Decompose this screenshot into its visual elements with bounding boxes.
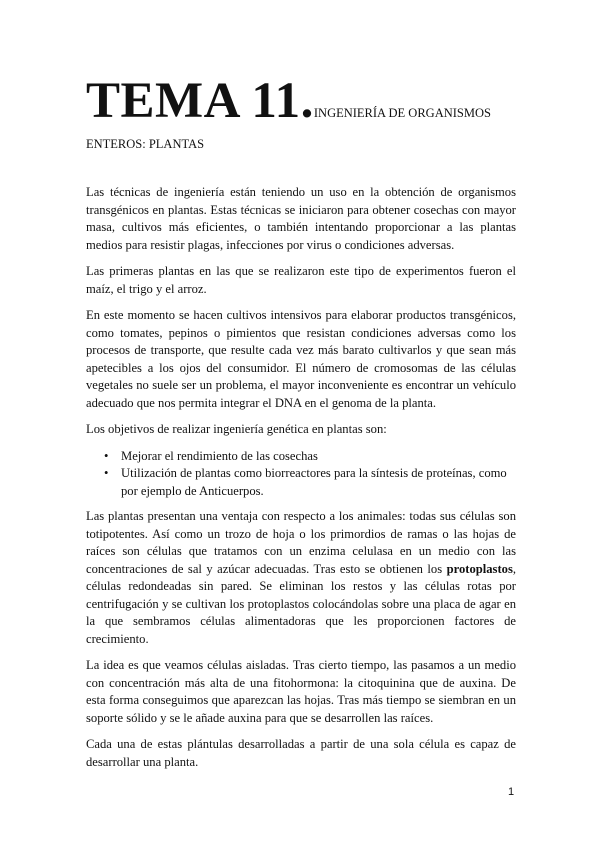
paragraph-plantlets: Cada una de estas plántulas desarrolladas a partir de una sola célula es capaz de desarrollar una planta. — [86, 737, 516, 769]
bullet-icon: • — [104, 466, 109, 480]
protoplasts-text-after: , células redondeadas sin pared. Se eliminan los restos y las células rotas por centrifugación y se cultivan los protoplastos colocándolas sobre una placa de agar en la que sembramos células alimentadoras que les proporcionen factores de crecimiento. — [86, 561, 516, 646]
chapter-title-suffix: INGENIERÍA DE ORGANISMOS — [313, 106, 491, 120]
paragraph-intro: Las técnicas de ingeniería están teniendo un uso en la obtención de organismos transgénicos en plantas. Estas técnicas se iniciaron para obtener cosechas con mayor masa, cultivos más eficientes, o también intentando proporcionar a las plantas medios para resistir plagas, infecciones por virus o condiciones adversas. — [86, 185, 516, 252]
paragraph-hormones: La idea es que veamos células aisladas. Tras cierto tiempo, las pasamos a un medio con concentración más alta de una fitohormona: la citoquinina que de auxina. De esta forma conseguimos que aparezcan las hojas. Tras más tiempo se siembran en un soporte sólido y se le añade auxina para que se desarrollen las raíces. — [86, 658, 516, 725]
list-item — [86, 465, 516, 500]
paragraph-first-plants: Las primeras plantas en las que se realizaron este tipo de experimentos fueron el maíz, el trigo y el arroz. — [86, 264, 516, 296]
chapter-title: TEMA 11. — [86, 73, 314, 129]
list-item — [86, 448, 516, 466]
document-body — [86, 184, 516, 780]
title-line — [86, 72, 491, 130]
paragraph-objectives: Los objetivos de realizar ingeniería genética en plantas son: — [86, 422, 387, 436]
list-item-text: Utilización de plantas como biorreactores para la síntesis de proteínas, como por ejemplo de Anticuerpos. — [121, 466, 507, 498]
page-number: 1 — [508, 786, 515, 798]
chapter-subtitle: ENTEROS: PLANTAS — [86, 137, 205, 151]
protoplasts-text-before: Las plantas presentan una ventaja con respecto a los animales: todas sus células son totipotentes. Así como un trozo de hoja o los primordios de ramas o las hojas de raíces son células que tratamos con un enzima celulasa en un medio con las concentraciones de sal y azúcar adecuadas. Tras esto se obtienen los — [86, 509, 516, 576]
objectives-list — [86, 448, 516, 501]
list-item-text: Mejorar el rendimiento de las cosechas — [121, 448, 318, 463]
paragraph-intensive-crops: En este momento se hacen cultivos intensivos para elaborar productos transgénicos, como tomates, pepinos o pimientos que resistan condiciones adversas como los procesos de transporte, que resulte cada vez más barato cultivarlos y que sean más apetecibles a los ojos del consumidor. El número de cromosomas de las células vegetales no suele ser un problema, el mayor inconveniente es encontrar un vehículo adecuado que nos permita integrar el DNA en el genoma de la planta. — [86, 308, 516, 410]
bullet-icon: • — [104, 448, 109, 463]
protoplasts-term: protoplastos — [446, 561, 513, 576]
paragraph-protoplasts — [86, 508, 516, 648]
